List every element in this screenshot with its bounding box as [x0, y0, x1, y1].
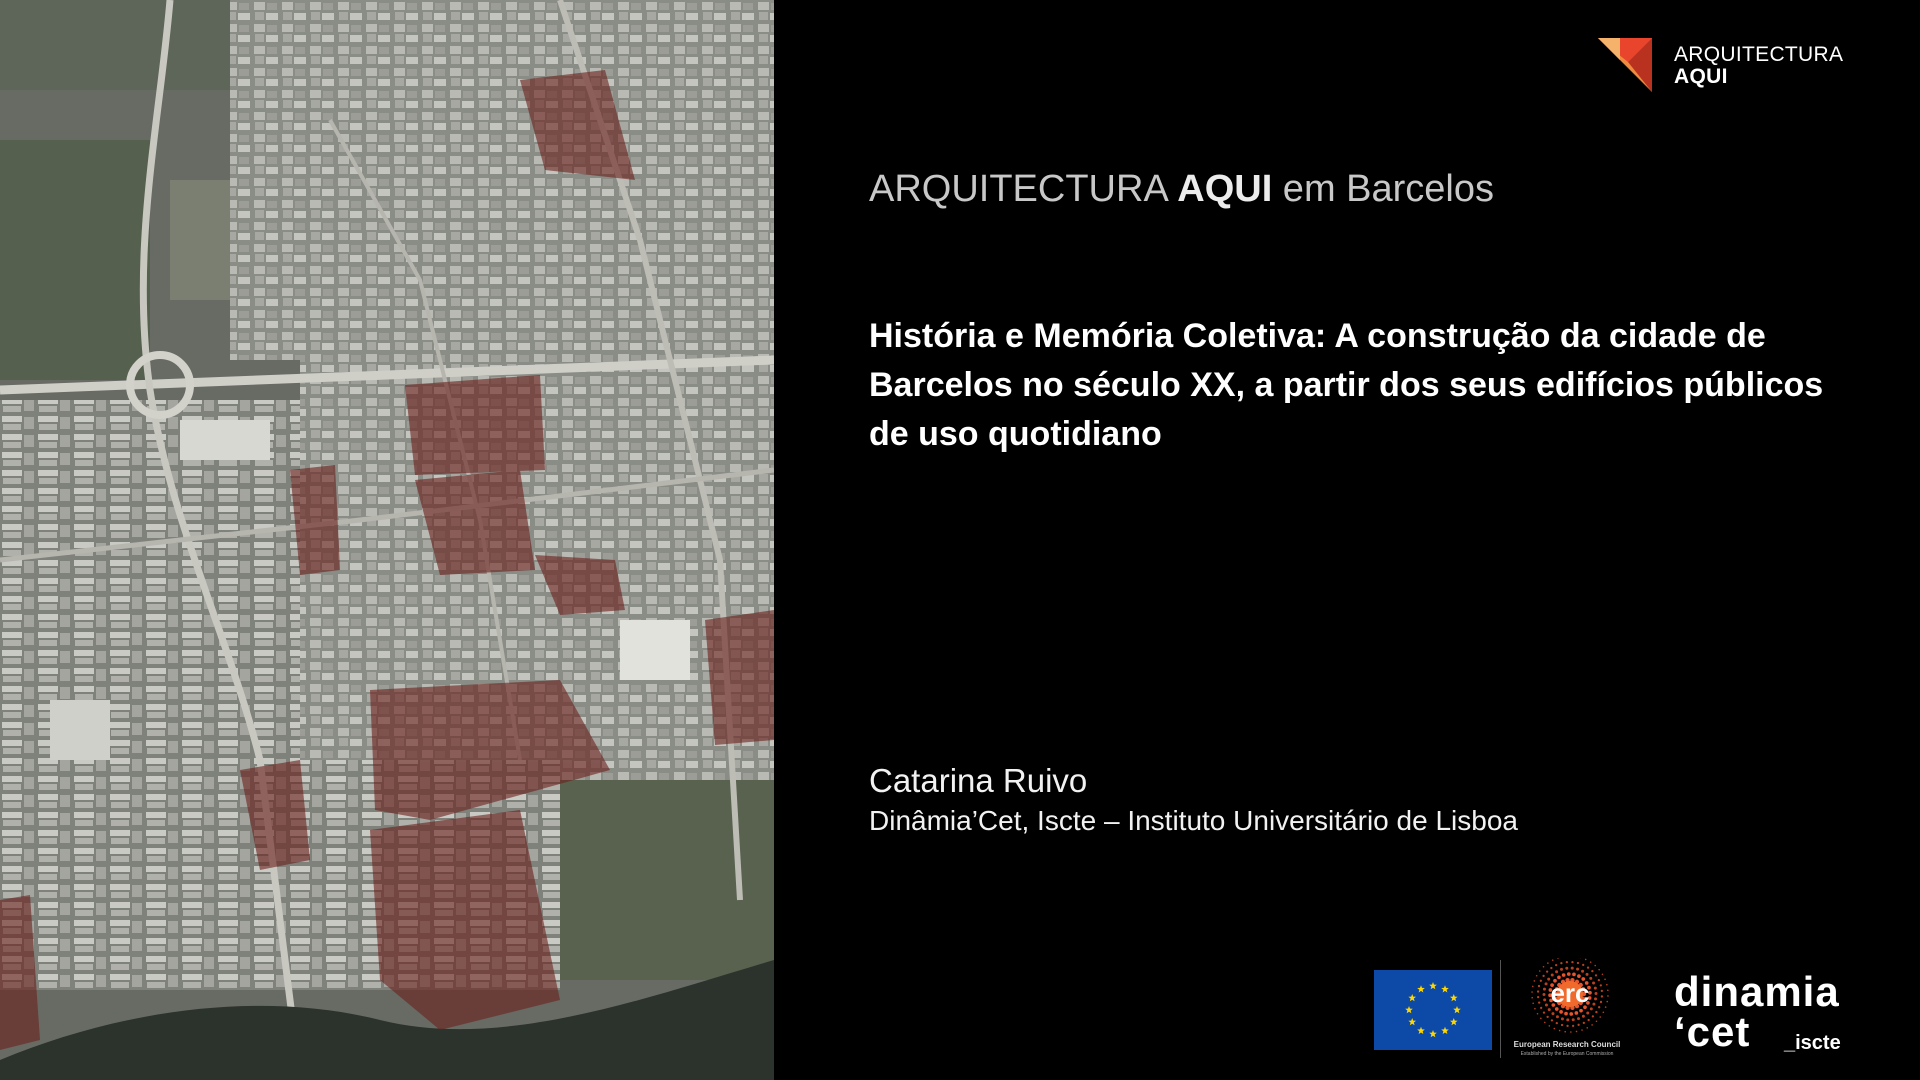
- eu-stars-icon: [1374, 970, 1492, 1050]
- erc-dot: [1564, 1031, 1566, 1033]
- erc-dot: [1582, 1015, 1585, 1018]
- erc-dot: [1598, 969, 1600, 971]
- erc-dot: [1586, 973, 1589, 976]
- erc-dot: [1605, 1006, 1607, 1008]
- erc-dot: [1579, 1009, 1583, 1013]
- erc-dot: [1566, 1018, 1569, 1021]
- erc-dot: [1555, 964, 1557, 966]
- erc-mark-text: erc: [1550, 978, 1590, 1008]
- brand-line-1: ARQUITECTURA: [1674, 43, 1844, 66]
- erc-dot: [1602, 973, 1604, 975]
- erc-dot: [1600, 984, 1602, 986]
- erc-dot: [1594, 965, 1596, 967]
- erc-dot: [1551, 1012, 1554, 1015]
- erc-dot: [1592, 1003, 1595, 1006]
- erc-dot: [1571, 961, 1573, 963]
- erc-dot: [1603, 1011, 1605, 1013]
- talk-title: História e Memória Coletiva: A construção da cidade de Barcelos no século XX, a partir dos seus edifícios públicos de uso quotidiano: [869, 317, 1824, 453]
- erc-dot: [1542, 975, 1544, 977]
- erc-dot: [1550, 967, 1552, 969]
- erc-dot: [1540, 1018, 1542, 1020]
- erc-dot: [1566, 961, 1568, 963]
- erc-dot: [1549, 1025, 1551, 1027]
- erc-dot: [1590, 1007, 1593, 1010]
- erc-dot: [1546, 1016, 1548, 1018]
- eu-star-icon: [1453, 1006, 1461, 1013]
- erc-dot: [1594, 997, 1597, 1000]
- erc-dot: [1596, 1020, 1598, 1022]
- erc-dot: [1540, 980, 1542, 982]
- erc-dot: [1581, 1029, 1583, 1031]
- eu-star-icon: [1441, 1027, 1449, 1034]
- erc-dot: [1592, 1015, 1594, 1017]
- erc-dot: [1601, 990, 1603, 992]
- erc-dot: [1606, 1001, 1608, 1003]
- erc-dot: [1576, 1031, 1578, 1033]
- erc-dot: [1562, 973, 1566, 977]
- eu-star-icon: [1450, 994, 1458, 1001]
- erc-dot: [1540, 1007, 1542, 1009]
- erc-dot: [1572, 1025, 1574, 1027]
- erc-dot: [1532, 986, 1534, 988]
- series-heading-part2: AQUI: [1177, 168, 1273, 210]
- erc-dot: [1559, 1010, 1563, 1014]
- erc-dot: [1545, 1004, 1548, 1007]
- series-heading-part1: ARQUITECTURA: [869, 168, 1178, 210]
- eu-star-icon: [1441, 985, 1449, 992]
- eu-star-icon: [1429, 1030, 1437, 1037]
- erc-dot: [1556, 1022, 1558, 1024]
- erc-dot: [1599, 1016, 1601, 1018]
- erc-dot: [1576, 968, 1579, 971]
- erc-dot: [1585, 959, 1587, 961]
- brand-logo: [1598, 38, 1848, 94]
- erc-dot: [1566, 1025, 1568, 1027]
- dinamia-line-1: dinamia: [1674, 968, 1840, 1015]
- erc-dot: [1567, 972, 1571, 976]
- erc-dot: [1583, 1022, 1585, 1024]
- erc-dot: [1557, 958, 1559, 959]
- erc-dot: [1561, 1024, 1563, 1026]
- erc-dot: [1560, 968, 1563, 971]
- erc-dot: [1539, 970, 1541, 972]
- eu-star-icon: [1450, 1018, 1458, 1025]
- erc-dot: [1544, 1022, 1546, 1024]
- erc-dot: [1577, 1017, 1580, 1020]
- presenter-affiliation: Dinâmia’Cet, Iscte – Instituto Universitário de Lisboa: [869, 805, 1518, 836]
- erc-dot: [1589, 977, 1592, 980]
- erc-dot: [1598, 1006, 1600, 1008]
- erc-dot: [1587, 966, 1589, 968]
- erc-dot: [1546, 970, 1548, 972]
- dinamia-cet-logo: [1674, 968, 1864, 1062]
- erc-dot: [1594, 987, 1597, 990]
- erc-dot: [1555, 970, 1558, 973]
- erc-dot: [1600, 1001, 1602, 1003]
- erc-dot: [1551, 1019, 1553, 1021]
- erc-logo: [1508, 958, 1626, 1062]
- erc-dot: [1607, 995, 1609, 997]
- erc-dot: [1536, 975, 1538, 977]
- erc-dot: [1569, 1012, 1573, 1016]
- erc-dot: [1577, 962, 1579, 964]
- erc-dot: [1548, 1008, 1551, 1011]
- erc-dot: [1595, 992, 1598, 995]
- presenter-name: Catarina Ruivo: [869, 762, 1088, 799]
- erc-dot: [1565, 967, 1568, 970]
- dinamia-line-3: _iscte: [1784, 1032, 1841, 1054]
- eu-star-icon: [1417, 1027, 1425, 1034]
- erc-dot: [1534, 980, 1536, 982]
- erc-dot: [1591, 1024, 1593, 1026]
- erc-subtitle: Established by the European Commission: [1520, 1051, 1614, 1057]
- erc-dot: [1537, 990, 1539, 992]
- erc-dot: [1586, 1027, 1588, 1029]
- erc-dot: [1592, 981, 1595, 984]
- erc-dot: [1559, 1030, 1561, 1032]
- erc-dot: [1581, 970, 1584, 973]
- aerial-map-graphic: [0, 0, 774, 1080]
- erc-dot: [1543, 998, 1546, 1001]
- erc-dot: [1582, 964, 1584, 966]
- erc-dot: [1554, 1028, 1556, 1030]
- erc-dot: [1537, 996, 1539, 998]
- series-heading-part3: em Barcelos: [1272, 168, 1494, 210]
- brand-wordmark: [1674, 44, 1843, 88]
- erc-dot: [1543, 1011, 1545, 1013]
- erc-dot: [1587, 1019, 1589, 1021]
- erc-dot: [1551, 974, 1554, 977]
- erc-name: European Research Council: [1513, 1040, 1621, 1049]
- eu-star-icon: [1408, 994, 1416, 1001]
- erc-dot: [1572, 1018, 1575, 1021]
- erc-dot: [1570, 1031, 1572, 1033]
- eu-flag-logo: [1374, 970, 1492, 1050]
- erc-dot: [1575, 1011, 1579, 1015]
- erc-dot: [1590, 961, 1592, 963]
- erc-dot: [1560, 962, 1562, 964]
- brand-line-2: AQUI: [1674, 65, 1728, 88]
- eu-star-icon: [1417, 985, 1425, 992]
- erc-dot: [1606, 984, 1608, 986]
- erc-dot: [1571, 967, 1574, 970]
- erc-dot: [1532, 1003, 1534, 1005]
- erc-dot: [1537, 1013, 1539, 1015]
- erc-dot: [1538, 1001, 1540, 1003]
- eu-star-icon: [1408, 1018, 1416, 1025]
- erc-dot: [1561, 1017, 1564, 1020]
- erc-dot: [1601, 995, 1603, 997]
- erc-dot: [1543, 993, 1546, 996]
- erc-dot: [1545, 982, 1548, 985]
- erc-dot: [1547, 962, 1549, 964]
- erc-dot: [1534, 1008, 1536, 1010]
- erc-dot: [1531, 997, 1533, 999]
- erc-dot: [1598, 979, 1600, 981]
- erc-burst-icon: [1508, 958, 1626, 1040]
- erc-dot: [1591, 970, 1593, 972]
- erc-dot: [1564, 1012, 1568, 1016]
- erc-dot: [1577, 1024, 1579, 1026]
- erc-dot: [1543, 988, 1546, 991]
- eu-star-icon: [1405, 1006, 1413, 1013]
- erc-dot: [1595, 1011, 1597, 1013]
- erc-dot: [1595, 974, 1597, 976]
- brand-mark-icon: [1598, 38, 1652, 92]
- eu-star-icon: [1429, 982, 1437, 989]
- aerial-map-image: [0, 0, 774, 1080]
- logo-divider: [1500, 960, 1501, 1058]
- erc-dot: [1556, 1015, 1559, 1018]
- erc-dot: [1543, 966, 1545, 968]
- erc-dot: [1552, 959, 1554, 961]
- series-heading: [869, 168, 1494, 211]
- erc-dot: [1604, 979, 1606, 981]
- erc-dot: [1531, 991, 1533, 993]
- erc-dot: [1586, 1011, 1589, 1014]
- dinamia-line-2: ‘cet: [1674, 1008, 1751, 1055]
- erc-dot: [1607, 990, 1609, 992]
- erc-dot: [1572, 973, 1576, 977]
- erc-dot: [1538, 985, 1540, 987]
